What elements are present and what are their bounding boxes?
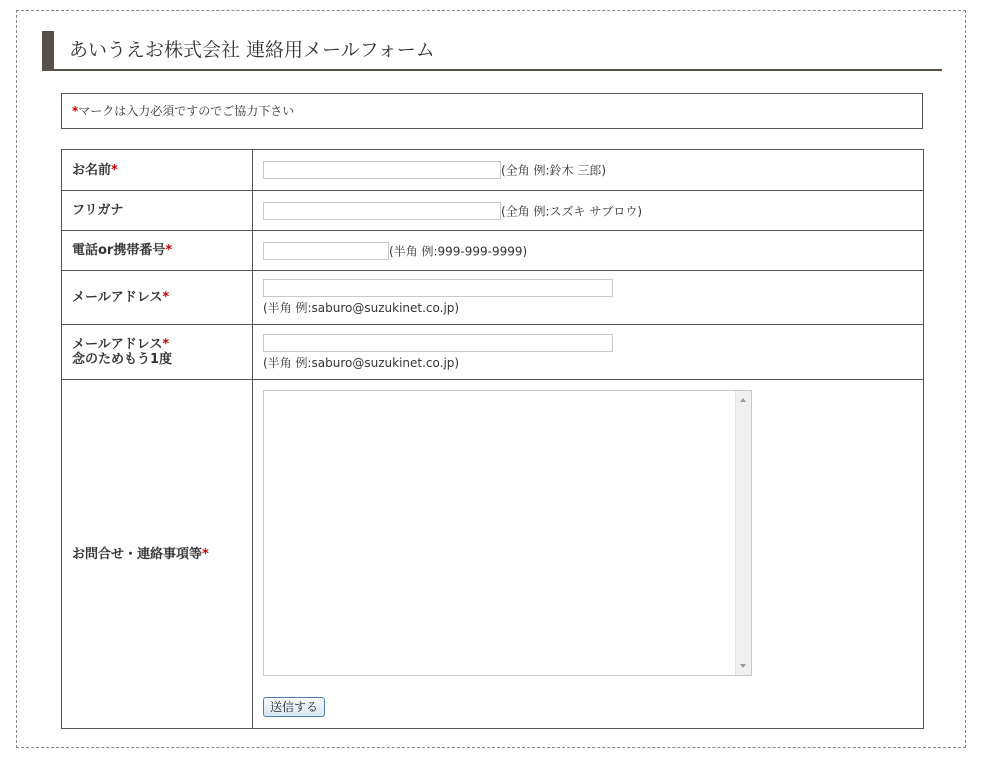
furigana-hint: (全角 例:スズキ サブロウ) xyxy=(501,204,643,218)
form-row-phone xyxy=(62,231,924,271)
email-field-cell xyxy=(253,271,924,325)
required-mark: * xyxy=(165,243,173,258)
title-accent-bar xyxy=(42,31,54,71)
scroll-down-arrow-icon[interactable] xyxy=(740,664,746,668)
email-confirm-label xyxy=(62,325,253,380)
email-label xyxy=(62,271,253,325)
email-confirm-field-cell xyxy=(253,325,924,380)
email-input[interactable] xyxy=(263,279,613,297)
form-row-email-confirm xyxy=(62,325,924,380)
email-confirm-label-line2: 念のためもう1度 xyxy=(72,352,173,367)
scroll-up-arrow-icon[interactable] xyxy=(740,398,746,402)
contact-form-table xyxy=(61,149,924,729)
form-row-name xyxy=(62,150,924,191)
inquiry-textarea[interactable] xyxy=(264,391,734,675)
email-label-text: メールアドレス xyxy=(72,290,163,305)
form-row-email xyxy=(62,271,924,325)
email-confirm-label-text: メールアドレス xyxy=(72,337,163,352)
form-row-furigana xyxy=(62,191,924,231)
page-title: あいうえお株式会社 連絡用メールフォーム xyxy=(69,39,435,61)
inquiry-label-text: お問合せ・連絡事項等 xyxy=(72,546,203,562)
required-notice xyxy=(61,93,923,129)
required-mark: * xyxy=(162,290,170,305)
required-mark: * xyxy=(111,162,118,178)
inquiry-scrollbar[interactable] xyxy=(735,391,751,675)
required-notice-text: マークは入力必須ですのでご協力下さい xyxy=(78,104,295,118)
email-hint: (半角 例:saburo@suzukinet.co.jp) xyxy=(263,301,460,315)
page-header xyxy=(42,31,942,71)
required-mark: * xyxy=(162,337,170,352)
furigana-input[interactable] xyxy=(263,202,501,220)
phone-label-text: 電話or携帯番号 xyxy=(72,243,166,258)
inquiry-label xyxy=(62,380,253,729)
furigana-label-text: フリガナ xyxy=(72,203,124,218)
furigana-field-cell xyxy=(253,191,924,231)
inquiry-textarea-frame xyxy=(263,390,752,676)
phone-hint: (半角 例:999-999-9999) xyxy=(389,244,528,258)
name-field-cell xyxy=(253,150,924,191)
email-confirm-input[interactable] xyxy=(263,334,613,352)
name-hint: (全角 例:鈴木 三郎) xyxy=(501,163,607,178)
phone-field-cell xyxy=(253,231,924,271)
name-label-text: お名前 xyxy=(72,162,112,178)
name-input[interactable] xyxy=(263,161,501,179)
name-label xyxy=(62,150,253,191)
submit-button[interactable]: 送信する xyxy=(263,697,325,717)
inquiry-field-cell xyxy=(253,380,924,729)
form-row-inquiry xyxy=(62,380,924,729)
required-mark: * xyxy=(202,546,209,562)
email-confirm-hint: (半角 例:saburo@suzukinet.co.jp) xyxy=(263,355,460,370)
furigana-label xyxy=(62,191,253,231)
phone-label xyxy=(62,231,253,271)
phone-input[interactable] xyxy=(263,242,389,260)
required-mark: * xyxy=(72,104,79,118)
